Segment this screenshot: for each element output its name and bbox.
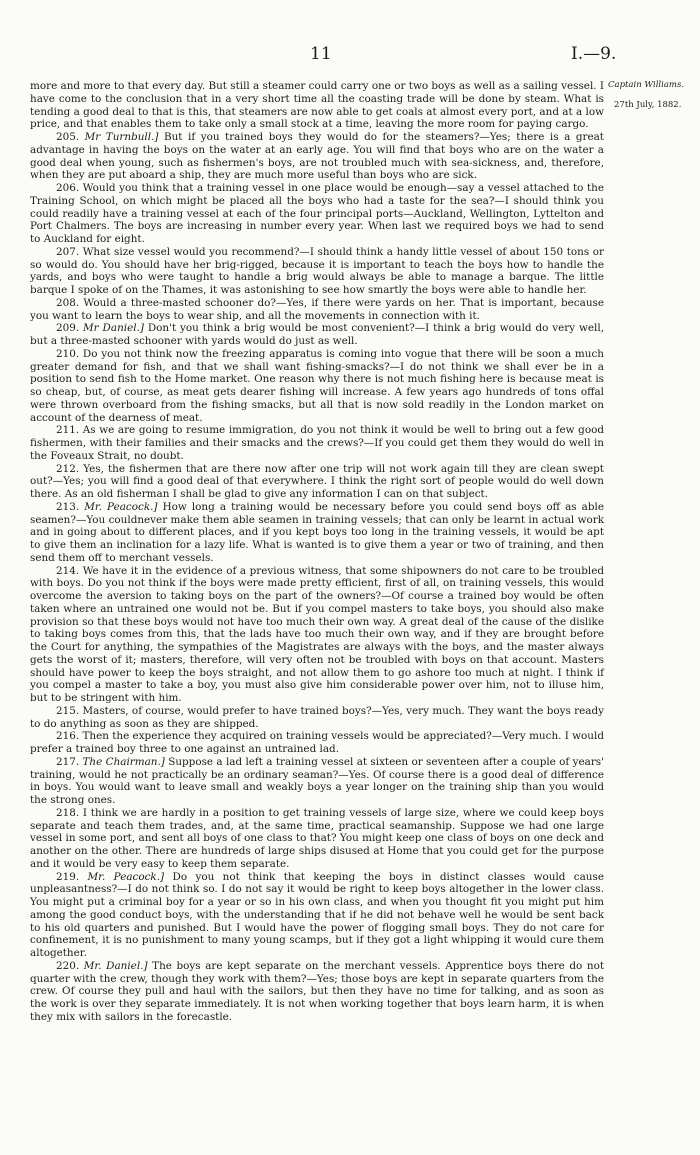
- paragraph: 214. We have it in the evidence of a previous witness, that some shipowners do not care to be troubled with boys. Do you not think if the boys were made pretty efficient, first of all, on training vessels, this would overcome the aversion to taking boys on the part of the owners?—Of course a trained boy would be often taken where an untrained one would not be. But if you compel masters to take boys, you should also make provision so that these boys would not have too much their own way. A great deal of the cause of the dislike to taking boys comes from this, that the lads have too much their own way, and if they are brought before the Court for anything, the sympathies of the Magistrates are always with the boys, and the master always gets the worst of it; masters, therefore, will very often not be troubled with boys on that account. Masters should have power to keep the boys straight, and not allow them to go ashore too much at night. I think if you compel a master to take a boy, you must also give him considerable power over him, not to illuse him, but to be stringent with him.: [30, 564, 604, 704]
- paragraph: 208. Would a three-masted schooner do?—Yes, if there were yards on her. That is important, because you want to learn the boys to wear ship, and all the movements in connection with it.: [30, 296, 604, 322]
- speaker: Mr. Daniel.]: [83, 959, 148, 972]
- page-number: 11: [310, 44, 332, 64]
- speaker: Mr. Peacock.]: [87, 870, 165, 883]
- paragraph: 217. The Chairman.] Suppose a lad left a training vessel at sixteen or seventeen after a couple of years' training, would he not practically be an ordinary seaman?—Yes. Of course there is a good deal of difference in boys. You would want to leave small and weakly boys a year longer on the training ship than you would the strong ones.: [30, 755, 604, 806]
- paragraph: 219. Mr. Peacock.] Do you not think that keeping the boys in distinct classes would cause unpleasantness?—I do not think so. I do not say it would be right to keep boys altogether in the lower class. You might put a criminal boy for a year or so in his own class, and when you thought fit you might put him among the good conduct boys, with the understanding that if he did not behave well he would be sent back to his old quarters and punished. But I would have the power of flogging small boys. They do not care for confinement, it is no punishment to many young scamps, but if they got a light whipping it would cure them altogether.: [30, 870, 604, 959]
- paragraph: 205. Mr Turnbull.] But if you trained boys they would do for the steamers?—Yes; there is a great advantage in having the boys on the water at an early age. You will find that boys who are on the water a good deal when young, such as fishermen's boys, are not troubled much with sea-sickness, and, therefore, when they are put aboard a ship, they are much more useful than boys who are sick.: [30, 131, 604, 182]
- paragraph: 218. I think we are hardly in a position to get training vessels of large size, where we could keep boys separate and teach them trades, and, at the same time, practical seamanship. Suppose we had one large vessel in some port, and sent all boys of one class to that? You might keep one class of boys on one deck and another on the other. There are hundreds of large ships disused at Home that you could get for the purpose and it would be very easy to keep them separate.: [30, 806, 604, 870]
- paragraph: 209. Mr Daniel.] Don't you think a brig would be most convenient?—I think a brig would do very well, but a three-masted schooner with yards would do just as well.: [30, 322, 605, 347]
- testimony-body: [30, 80, 604, 1024]
- paragraph: 207. What size vessel would you recommend?—I should think a handy little vessel of about 150 tons or so would do. You should have her brig-rigged, because it is important to teach the boys how to handle the yards, and boys who were taught to handle a brig would always be able to manage a barque. The little barque I spoke of on the Thames, it was astonishing to see how smartly the boys were able to handle her.: [30, 245, 604, 296]
- paragraph: 216. Then the experience they acquired on training vessels would be appreciated?—Very much. I would prefer a trained boy three to one against an untrained lad.: [30, 730, 604, 755]
- paragraph: 206. Would you think that a training vessel in one place would be enough—say a vessel attached to the Training School, on which might be placed all the boys who had a taste for the sea?—I should think you could readily have a training vessel at each of the four principal ports—Auckland, Wellington, Lyttelton and Port Chalmers. The boys are increasing in number every year. When last we required boys we had to send to Auckland for eight.: [30, 182, 604, 245]
- speaker: Mr Turnbull.]: [84, 131, 159, 143]
- testimony-date: 27th July, 1882.: [614, 100, 682, 110]
- speaker: Mr. Peacock.]: [84, 500, 158, 513]
- paragraph: 210. Do you not think now the freezing apparatus is coming into vogue that there will be soon a much greater demand for fish, and that we shall want fishing-smacks?—I do not think we shall ever be in a position to send fish to the Home market. One reason why there is not much fishing here is because meat is so cheap, but, of course, as meat gets dearer fishing will increase. A few years ago hundreds of tons offal were thrown overboard from the fishing smacks, but all that is now sold readily in the London market on account of the dearness of meat.: [30, 347, 604, 424]
- paragraph: 213. Mr. Peacock.] How long a training would be necessary before you could send boys off as able seamen?—You couldnever make them able seamen in training vessels; that can only be learnt in actual work and in going about to different places, and if you kept boys too long in the training vessels, it would be apt to give them an inclination for a lazy life. What is wanted is to give them a year or two of training, and then send them off to merchant vessels.: [30, 500, 604, 564]
- paragraph: 215. Masters, of course, would prefer to have trained boys?—Yes, very much. They want the boys ready to do anything as soon as they are shipped.: [30, 704, 604, 730]
- paragraph: 220. Mr. Daniel.] The boys are kept separate on the merchant vessels. Apprentice boys there do not quarter with the crew, though they work with them?—Yes; those boys are kept in separate quarters from the crew. Of course they pull and haul with the sailors, but then they have no time for talking, and as soon as the work is over they separate immediately. It is not when working together that boys learn harm, it is when they mix with sailors in the forecastle.: [30, 959, 604, 1023]
- paragraph: 211. As we are going to resume immigration, do you not think it would be well to bring out a few good fishermen, with their families and their smacks and the crews?—If you could get them they would do well in the Foveaux Strait, no doubt.: [30, 424, 604, 462]
- page-reference: I.—9.: [571, 44, 617, 64]
- speaker: Mr Daniel.]: [83, 322, 144, 335]
- paragraph: 212. Yes, the fishermen that are there now after one trip will not work again till they are clean swept out?—Yes; you will find a good deal of that everywhere. I think the right sort of people would do well down there. As an old fisherman I shall be glad to give any information I can on that subject.: [30, 462, 604, 500]
- witness-name: Captain Williams.: [608, 80, 685, 90]
- speaker: The Chairman.]: [82, 755, 165, 768]
- paragraph: more and more to that every day. But still a steamer could carry one or two boys as well as a sailing vessel. I have come to the conclusion that in a very short time all the coasting trade will be done by steam. What is tending a good deal to that is this, that steamers are now able to get coals at almost every port, and at a low price, and that enables them to take only a small stock at a time, leaving the more room for paying cargo.: [30, 80, 604, 131]
